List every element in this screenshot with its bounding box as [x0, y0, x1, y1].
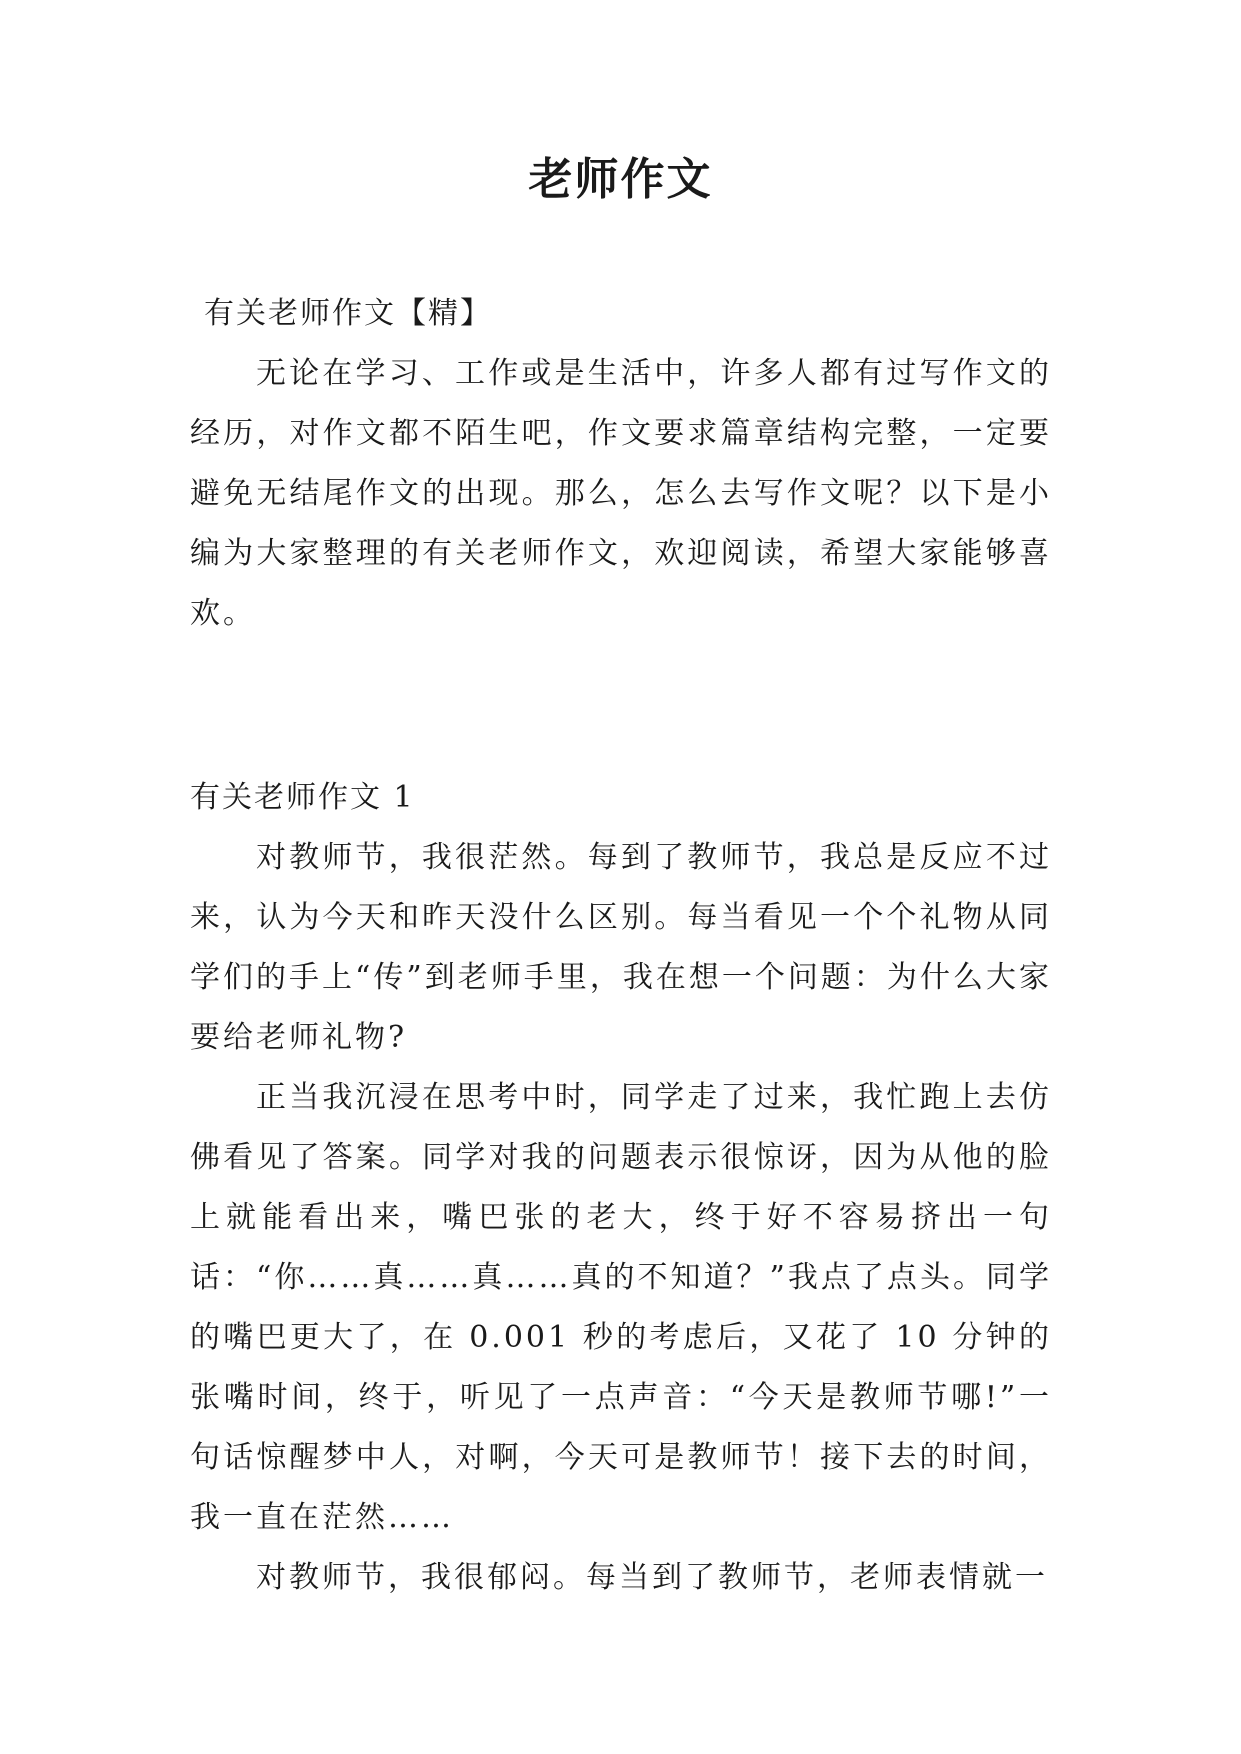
- document-subtitle: 有关老师作文【精】: [204, 296, 492, 331]
- body-paragraph: 正当我沉浸在思考中时，同学走了过来，我忙跑上去仿佛看见了答案。同学对我的问题表示很惊讶，因为从他的脸上就能看出来，嘴巴张的老大，终于好不容易挤出一句话：“你……真……真……真的不知道？”我点了点头。同学的嘴巴更大了，在 0.001 秒的考虑后，又花了 10 分钟的张嘴时间，终于，听见了一点声音：“今天是教师节哪!”一句话惊醒梦中人，对啊，今天可是教师节！接下去的时间，我一直在茫然……: [190, 1080, 1052, 1535]
- section-heading: 有关老师作文 1: [190, 780, 415, 815]
- body-paragraph: 对教师节，我很茫然。每到了教师节，我总是反应不过来，认为今天和昨天没什么区别。每当看见一个个礼物从同学们的手上“传”到老师手里，我在想一个问题：为什么大家要给老师礼物?: [190, 840, 1052, 1055]
- body-paragraph: 对教师节，我很郁闷。每当到了教师节，老师表情就一: [256, 1560, 1048, 1595]
- intro-paragraph: 无论在学习、工作或是生活中，许多人都有过写作文的经历，对作文都不陌生吧，作文要求篇章结构完整，一定要避免无结尾作文的出现。那么，怎么去写作文呢？以下是小编为大家整理的有关老师作文，欢迎阅读，希望大家能够喜欢。: [190, 356, 1052, 631]
- document-title: 老师作文: [528, 154, 713, 205]
- document-body: [190, 284, 1052, 1608]
